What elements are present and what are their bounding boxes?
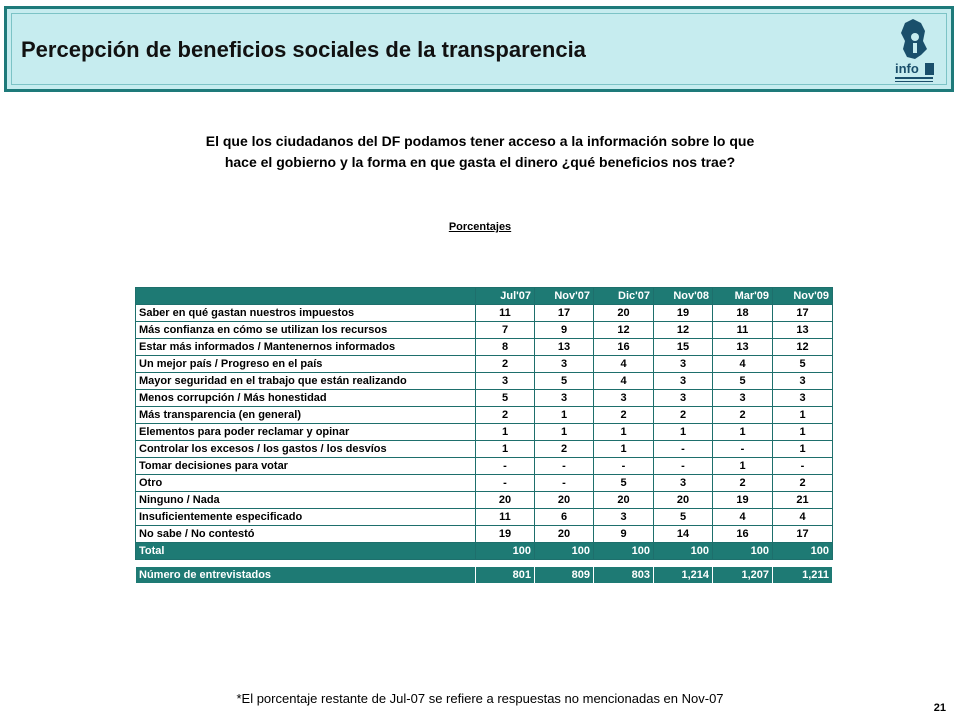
table-body [136,305,833,584]
table-cell-value: 100 [594,543,654,560]
table-cell-value: 3 [654,373,713,390]
table-cell-value: 11 [476,305,535,322]
row-label: Un mejor país / Progreso en el país [136,356,476,373]
table-cell-value: 100 [713,543,773,560]
table-row [136,407,833,424]
row-label: Insuficientemente especificado [136,509,476,526]
table-cell-value: 1 [773,407,833,424]
table-cell-value: 15 [654,339,713,356]
table-cell-value: 19 [713,492,773,509]
table-cell-value: 19 [476,526,535,543]
column-header: Nov'09 [773,288,833,305]
column-header: Nov'08 [654,288,713,305]
table-cell-value: 1 [773,441,833,458]
table-cell-value: 4 [713,509,773,526]
table-cell-value: 5 [773,356,833,373]
table-cell-value: 17 [773,526,833,543]
table-cell-value: 12 [773,339,833,356]
table-cell-value: 1 [713,458,773,475]
table-cell-value: 16 [713,526,773,543]
table-cell-value: 20 [535,492,594,509]
table-cell-value: 4 [713,356,773,373]
table-cell-value: 13 [713,339,773,356]
table-row [136,424,833,441]
table-cell-value: 9 [535,322,594,339]
table-cell-value: - [654,441,713,458]
table-cell-value: 2 [476,407,535,424]
table-cell-value: 20 [476,492,535,509]
table-cell-value: 5 [594,475,654,492]
row-label: Saber en qué gastan nuestros impuestos [136,305,476,322]
table-cell-value: 3 [594,390,654,407]
table-subtitle: Porcentajes [448,221,512,233]
table-cell-value: 13 [773,322,833,339]
table-cell-value: 12 [594,322,654,339]
row-label: Ninguno / Nada [136,492,476,509]
table-cell-value: 3 [654,475,713,492]
footnote: *El porcentaje restante de Jul-07 se refiere a respuestas no mencionadas en Nov-07 [236,691,724,706]
table-cell-value: 3 [773,390,833,407]
table-cell-value: 2 [476,356,535,373]
total-row [136,543,833,560]
table-cell-value: 13 [535,339,594,356]
table-cell-value: 801 [476,567,535,584]
table-cell-value: 18 [713,305,773,322]
table-cell-value: 3 [535,356,594,373]
table-cell-value: 20 [535,526,594,543]
table-cell-value: 2 [594,407,654,424]
table-row [136,305,833,322]
table-cell-value: 1 [713,424,773,441]
table-cell-value: - [713,441,773,458]
table-cell-value: 1 [476,441,535,458]
table-cell-value: 5 [654,509,713,526]
table-cell-value: 3 [594,509,654,526]
table-cell-value: 1,214 [654,567,713,584]
table-cell-value: 2 [713,407,773,424]
table-cell-value: 3 [535,390,594,407]
table-cell-value: 8 [476,339,535,356]
table-cell-value: 3 [654,390,713,407]
table-cell-value: 1 [773,424,833,441]
table-cell-value: 7 [476,322,535,339]
table-cell-value: 1 [535,424,594,441]
table-cell-value: 6 [535,509,594,526]
table-cell-value: - [773,458,833,475]
table-cell-value: 2 [773,475,833,492]
table-cell-value: 5 [476,390,535,407]
table-cell-value: 2 [535,441,594,458]
table-cell-value: 20 [654,492,713,509]
table-cell-value: 4 [594,373,654,390]
info-logo-icon [891,15,937,85]
table-row [136,356,833,373]
table-cell-value: 20 [594,492,654,509]
table-row [136,322,833,339]
header-banner [4,6,954,92]
table-cell-value: 1 [476,424,535,441]
question-line-1: El que los ciudadanos del DF podamos tener acceso a la información sobre lo que [205,133,755,149]
row-label: Tomar decisiones para votar [136,458,476,475]
table-cell-value: 2 [713,475,773,492]
row-label: Más transparencia (en general) [136,407,476,424]
table-row [136,492,833,509]
table-cell-value: 1,207 [713,567,773,584]
table-cell-value: - [535,458,594,475]
column-header: Dic'07 [594,288,654,305]
table-cell-value: 100 [476,543,535,560]
column-header: Mar'09 [713,288,773,305]
table-cell-value: - [476,458,535,475]
info-df-logo [891,15,937,85]
table-spacer-row [136,560,833,567]
question-line-2: hace el gobierno y la forma en que gasta el dinero ¿qué beneficios nos trae? [224,154,736,170]
spacer-cell [136,560,833,567]
table-row [136,390,833,407]
table-cell-value: 100 [773,543,833,560]
table-cell-value: 11 [713,322,773,339]
table-cell-value: 5 [713,373,773,390]
row-label: Elementos para poder reclamar y opinar [136,424,476,441]
table-row [136,373,833,390]
table-cell-value: 21 [773,492,833,509]
table-cell-value: 3 [654,356,713,373]
table-row [136,475,833,492]
table-cell-value: 1,211 [773,567,833,584]
table-cell-value: - [476,475,535,492]
table-cell-value: 809 [535,567,594,584]
table-row [136,526,833,543]
table-cell-value: 5 [535,373,594,390]
table-cell-value: 9 [594,526,654,543]
page-number: 21 [933,702,946,714]
results-table [135,287,833,584]
table-cell-value: - [654,458,713,475]
table-cell-value: 4 [773,509,833,526]
table-cell-value: 100 [654,543,713,560]
table-cell-value: 1 [594,424,654,441]
row-label: Menos corrupción / Más honestidad [136,390,476,407]
row-label: Estar más informados / Mantenernos informados [136,339,476,356]
table-cell-value: 19 [654,305,713,322]
table-cell-value: 1 [654,424,713,441]
table-cell-value: 1 [535,407,594,424]
table-cell-value: 11 [476,509,535,526]
column-header: Nov'07 [535,288,594,305]
logo-text: info [895,61,919,76]
row-label: Otro [136,475,476,492]
table-cell-value: 17 [535,305,594,322]
table-cell-value: 4 [594,356,654,373]
table-cell-value: 20 [594,305,654,322]
table-cell-value: 3 [476,373,535,390]
interviewed-row [136,567,833,584]
table-cell-value: - [594,458,654,475]
table-cell-value: 17 [773,305,833,322]
table-cell-value: - [535,475,594,492]
row-label: Más confianza en cómo se utilizan los recursos [136,322,476,339]
table-header-row [136,288,833,305]
row-label: Controlar los excesos / los gastos / los desvíos [136,441,476,458]
page-title: Percepción de beneficios sociales de la transparencia [21,37,586,62]
table-cell-value: 803 [594,567,654,584]
table-cell-value: 14 [654,526,713,543]
table-cell-value: 1 [594,441,654,458]
total-label: Total [136,543,476,560]
table-cell-value: 100 [535,543,594,560]
table-cell-value: 16 [594,339,654,356]
header-corner-cell [136,288,476,305]
table-cell-value: 3 [773,373,833,390]
table-cell-value: 2 [654,407,713,424]
row-label: Mayor seguridad en el trabajo que están realizando [136,373,476,390]
table-row [136,441,833,458]
column-header: Jul'07 [476,288,535,305]
table-cell-value: 3 [713,390,773,407]
table-cell-value: 12 [654,322,713,339]
table-row [136,509,833,526]
row-label: No sabe / No contestó [136,526,476,543]
table-row [136,458,833,475]
interviewed-label: Número de entrevistados [136,567,476,584]
table-row [136,339,833,356]
